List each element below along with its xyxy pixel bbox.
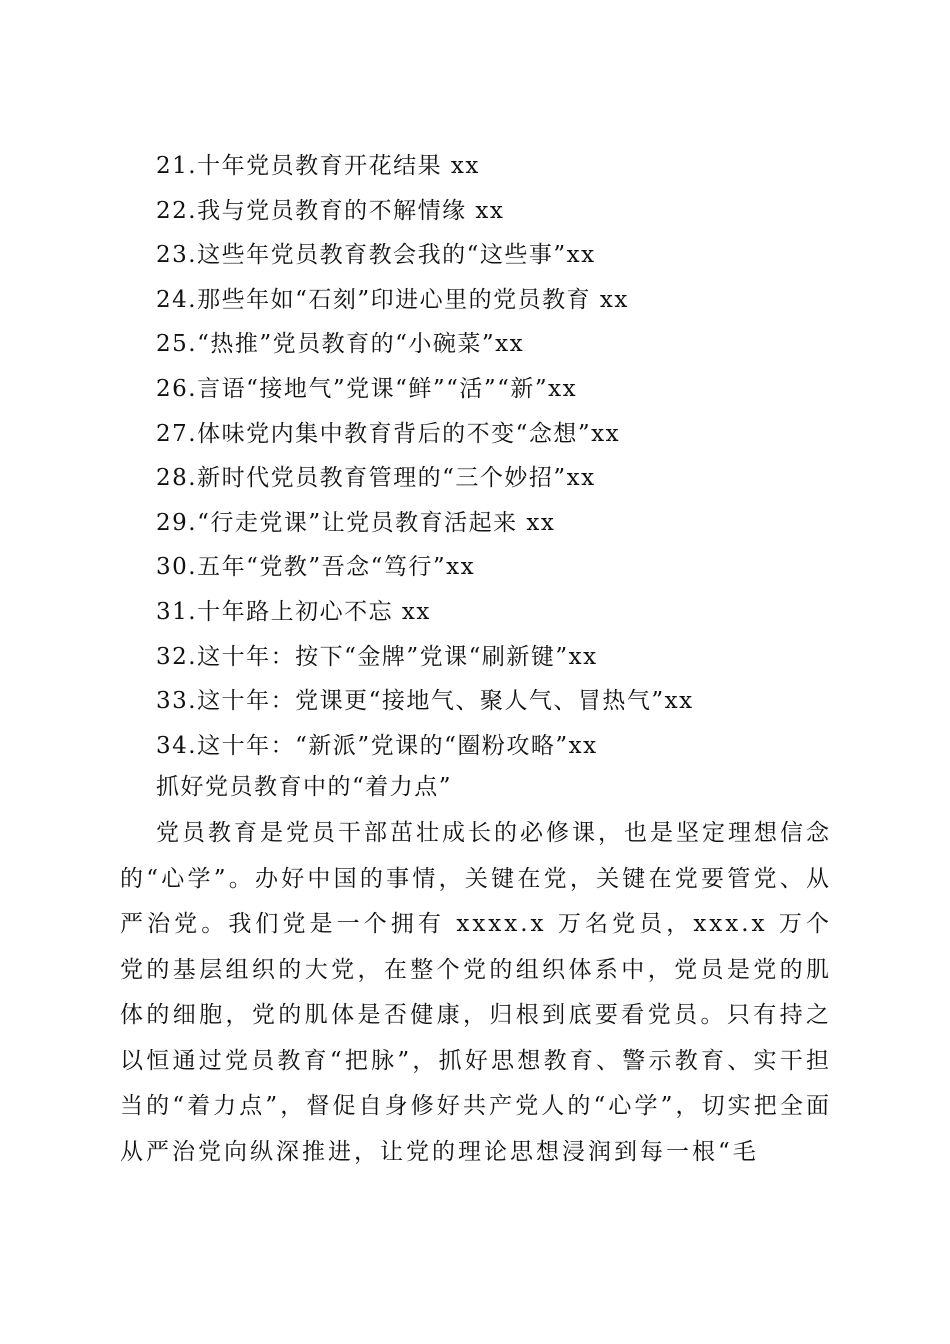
list-item: 33.这十年：党课更“接地气、聚人气、冒热气”xx <box>156 688 694 715</box>
article-title-list <box>156 144 694 768</box>
section-heading: 抓好党员教育中的“着力点” <box>156 774 453 800</box>
body-paragraph: 党员教育是党员干部茁壮成长的必修课，也是坚定理想信念的“心学”。办好中国的事情，关键在党，关键在党要管党、从严治党。我们党是一个拥有 xxxx.x 万名党员，xxx.x 万个党的基层组织的大党，在整个党的组织体系中，党员是党的肌体的细胞，党的肌体是否健康，归根到底要看党员。只有持之以恒通过党员教育“把脉”，抓好思想教育、警示教育、实干担当的“着力点”，督促自身修好共产党人的“心学”，切实把全面从严治党向纵深推进，让党的理论思想浸润到每一根“毛 <box>120 820 832 1165</box>
list-item: 30.五年“党教”吾念“笃行”xx <box>156 554 476 581</box>
list-item: 24.那些年如“石刻”印进心里的党员教育 xx <box>156 286 629 313</box>
list-item: 25.“热推”党员教育的“小碗菜”xx <box>156 331 525 358</box>
list-item: 29.“行走党课”让党员教育活起来 xx <box>156 509 556 536</box>
list-item: 28.新时代党员教育管理的“三个妙招”xx <box>156 465 596 492</box>
list-item: 32.这十年：按下“金牌”党课“刷新键”xx <box>156 643 598 670</box>
list-item: 34.这十年：“新派”党课的“圈粉攻略”xx <box>156 732 598 759</box>
list-item: 22.我与党员教育的不解情缘 xx <box>156 197 505 224</box>
list-item: 27.体味党内集中教育背后的不变“念想”xx <box>156 420 621 447</box>
list-item: 21.十年党员教育开花结果 xx <box>156 153 480 179</box>
list-item: 31.十年路上初心不忘 xx <box>156 598 431 625</box>
list-item: 26.言语“接地气”党课“鲜”“活”“新”xx <box>156 375 578 402</box>
list-item: 23.这些年党员教育教会我的“这些事”xx <box>156 242 596 269</box>
